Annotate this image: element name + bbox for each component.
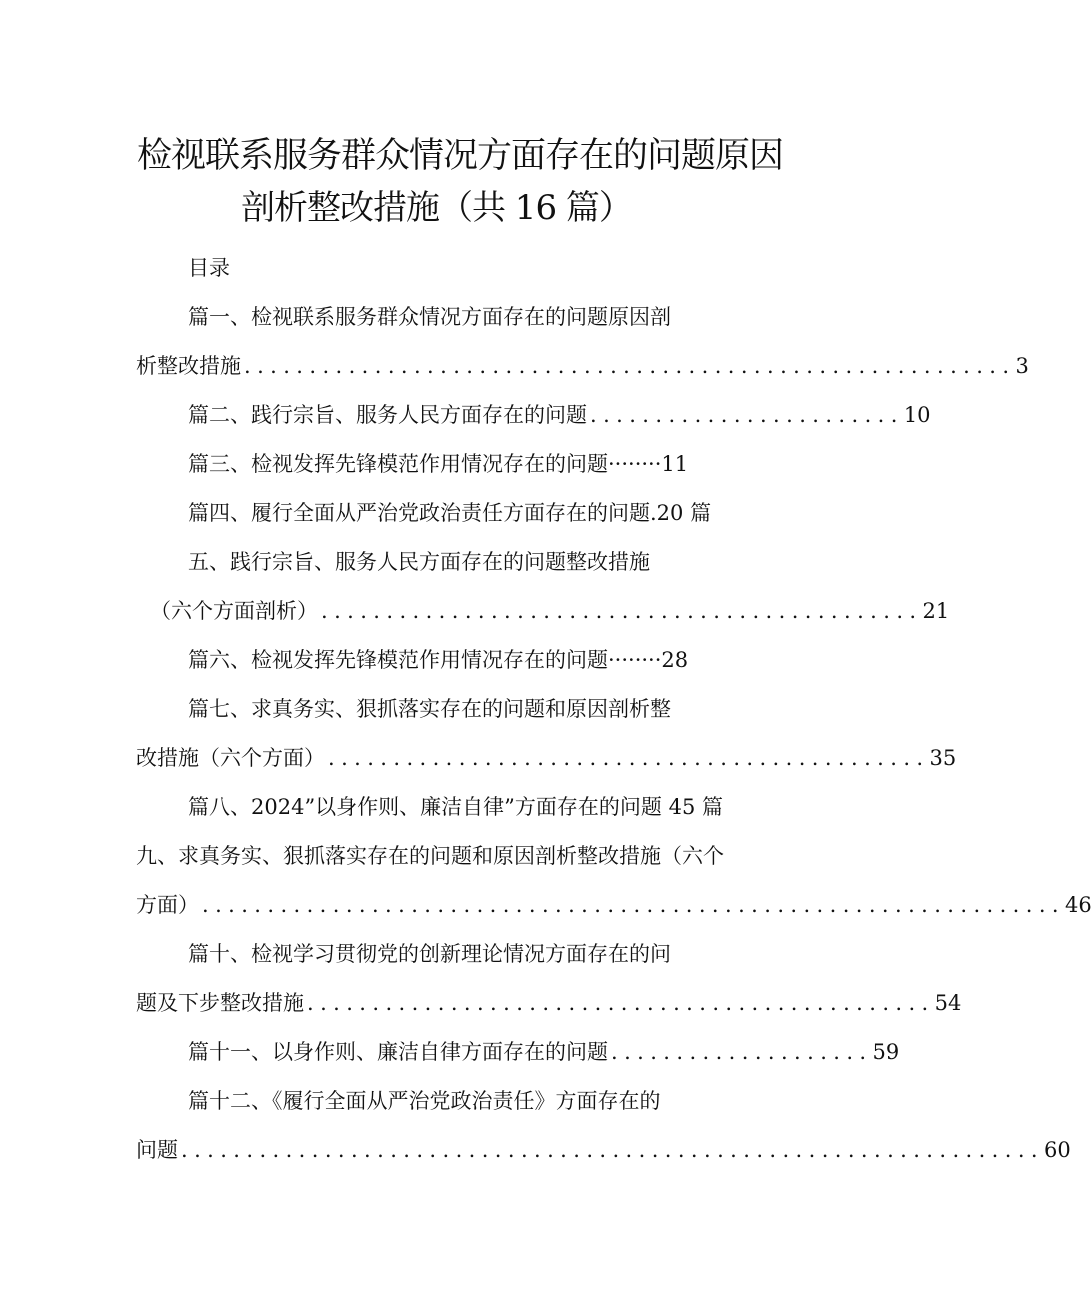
toc-entry-5-line1[interactable]	[188, 547, 650, 577]
toc-leader-dots: ..............................................	[321, 599, 923, 623]
toc-page-number: 59	[872, 1040, 900, 1064]
toc-entry-1-line1[interactable]	[188, 302, 671, 332]
toc-entry-text: 篇二、践行宗旨、服务人民方面存在的问题	[188, 403, 587, 427]
toc-leader-dots: ..............................................	[328, 746, 930, 770]
toc-entry-text: 题及下步整改措施	[136, 991, 304, 1015]
toc-entry-7-line2[interactable]	[136, 743, 957, 773]
toc-entry-text: 篇七、求真务实、狠抓落实存在的问题和原因剖析整	[188, 697, 671, 721]
toc-entry-text: 篇十一、以身作则、廉洁自律方面存在的问题	[188, 1040, 608, 1064]
toc-entry-10-line2[interactable]	[136, 988, 962, 1018]
toc-entry-2[interactable]	[188, 400, 931, 430]
toc-entry-1-line2[interactable]	[136, 351, 1029, 381]
toc-leader-dots: ...........................................................	[244, 354, 1016, 378]
toc-entry-text: （六个方面剖析）	[150, 599, 318, 623]
toc-page-number: 21	[922, 599, 950, 623]
toc-entry-7-line1[interactable]	[188, 694, 671, 724]
toc-entry-text: 问题	[136, 1138, 178, 1162]
toc-entry-8[interactable]	[188, 792, 723, 822]
toc-entry-text: 五、践行宗旨、服务人民方面存在的问题整改措施	[188, 550, 650, 574]
toc-entry-text: 篇一、检视联系服务群众情况方面存在的问题原因剖	[188, 305, 671, 329]
toc-page-number: 35	[929, 746, 957, 770]
toc-entry-10-line1[interactable]	[188, 939, 671, 969]
toc-entry-6[interactable]	[188, 645, 688, 675]
toc-entry-text: 篇十二、《履行全面从严治党政治责任》方面存在的	[188, 1089, 661, 1113]
toc-entry-text: 篇三、检视发挥先锋模范作用情况存在的问题········11	[188, 452, 689, 476]
toc-leader-dots: ..................................................................	[202, 893, 1065, 917]
toc-page-number: 3	[1015, 354, 1029, 378]
toc-entry-text: 篇六、检视发挥先锋模范作用情况存在的问题········28	[188, 648, 689, 672]
toc-entry-12-line2[interactable]	[136, 1135, 1071, 1165]
toc-page-number: 10	[903, 403, 931, 427]
toc-entry-4[interactable]	[188, 498, 711, 528]
toc-leader-dots: ..................................................................	[181, 1138, 1044, 1162]
toc-leader-dots: ................................................	[307, 991, 935, 1015]
toc-page-number: 60	[1043, 1138, 1071, 1162]
toc-entry-11[interactable]	[188, 1037, 900, 1067]
toc-entry-3[interactable]	[188, 449, 688, 479]
toc-entry-5-line2[interactable]	[150, 596, 950, 626]
document-title-line2: 剖析整改措施（共 16 篇）	[241, 188, 632, 228]
toc-entry-9-line1[interactable]	[136, 841, 724, 871]
toc-entry-text: 篇八、2024”以身作则、廉洁自律”方面存在的问题 45 篇	[188, 795, 723, 819]
toc-page-number: 46	[1064, 893, 1092, 917]
toc-heading: 目录	[188, 256, 230, 280]
toc-entry-text: 方面）	[136, 893, 199, 917]
toc-leader-dots: ....................	[611, 1040, 873, 1064]
document-title-line1: 检视联系服务群众情况方面存在的问题原因	[136, 136, 783, 176]
toc-entry-text: 改措施（六个方面）	[136, 746, 325, 770]
toc-leader-dots: ........................	[590, 403, 904, 427]
toc-entry-9-line2[interactable]	[136, 890, 1092, 920]
toc-entry-text: 篇十、检视学习贯彻党的创新理论情况方面存在的问	[188, 942, 671, 966]
toc-entry-text: 篇四、履行全面从严治党政治责任方面存在的问题.20 篇	[188, 501, 712, 525]
toc-entry-12-line1[interactable]	[188, 1086, 661, 1116]
toc-entry-text: 九、求真务实、狠抓落实存在的问题和原因剖析整改措施（六个	[136, 844, 724, 868]
toc-page-number: 54	[934, 991, 962, 1015]
toc-entry-text: 析整改措施	[136, 354, 241, 378]
